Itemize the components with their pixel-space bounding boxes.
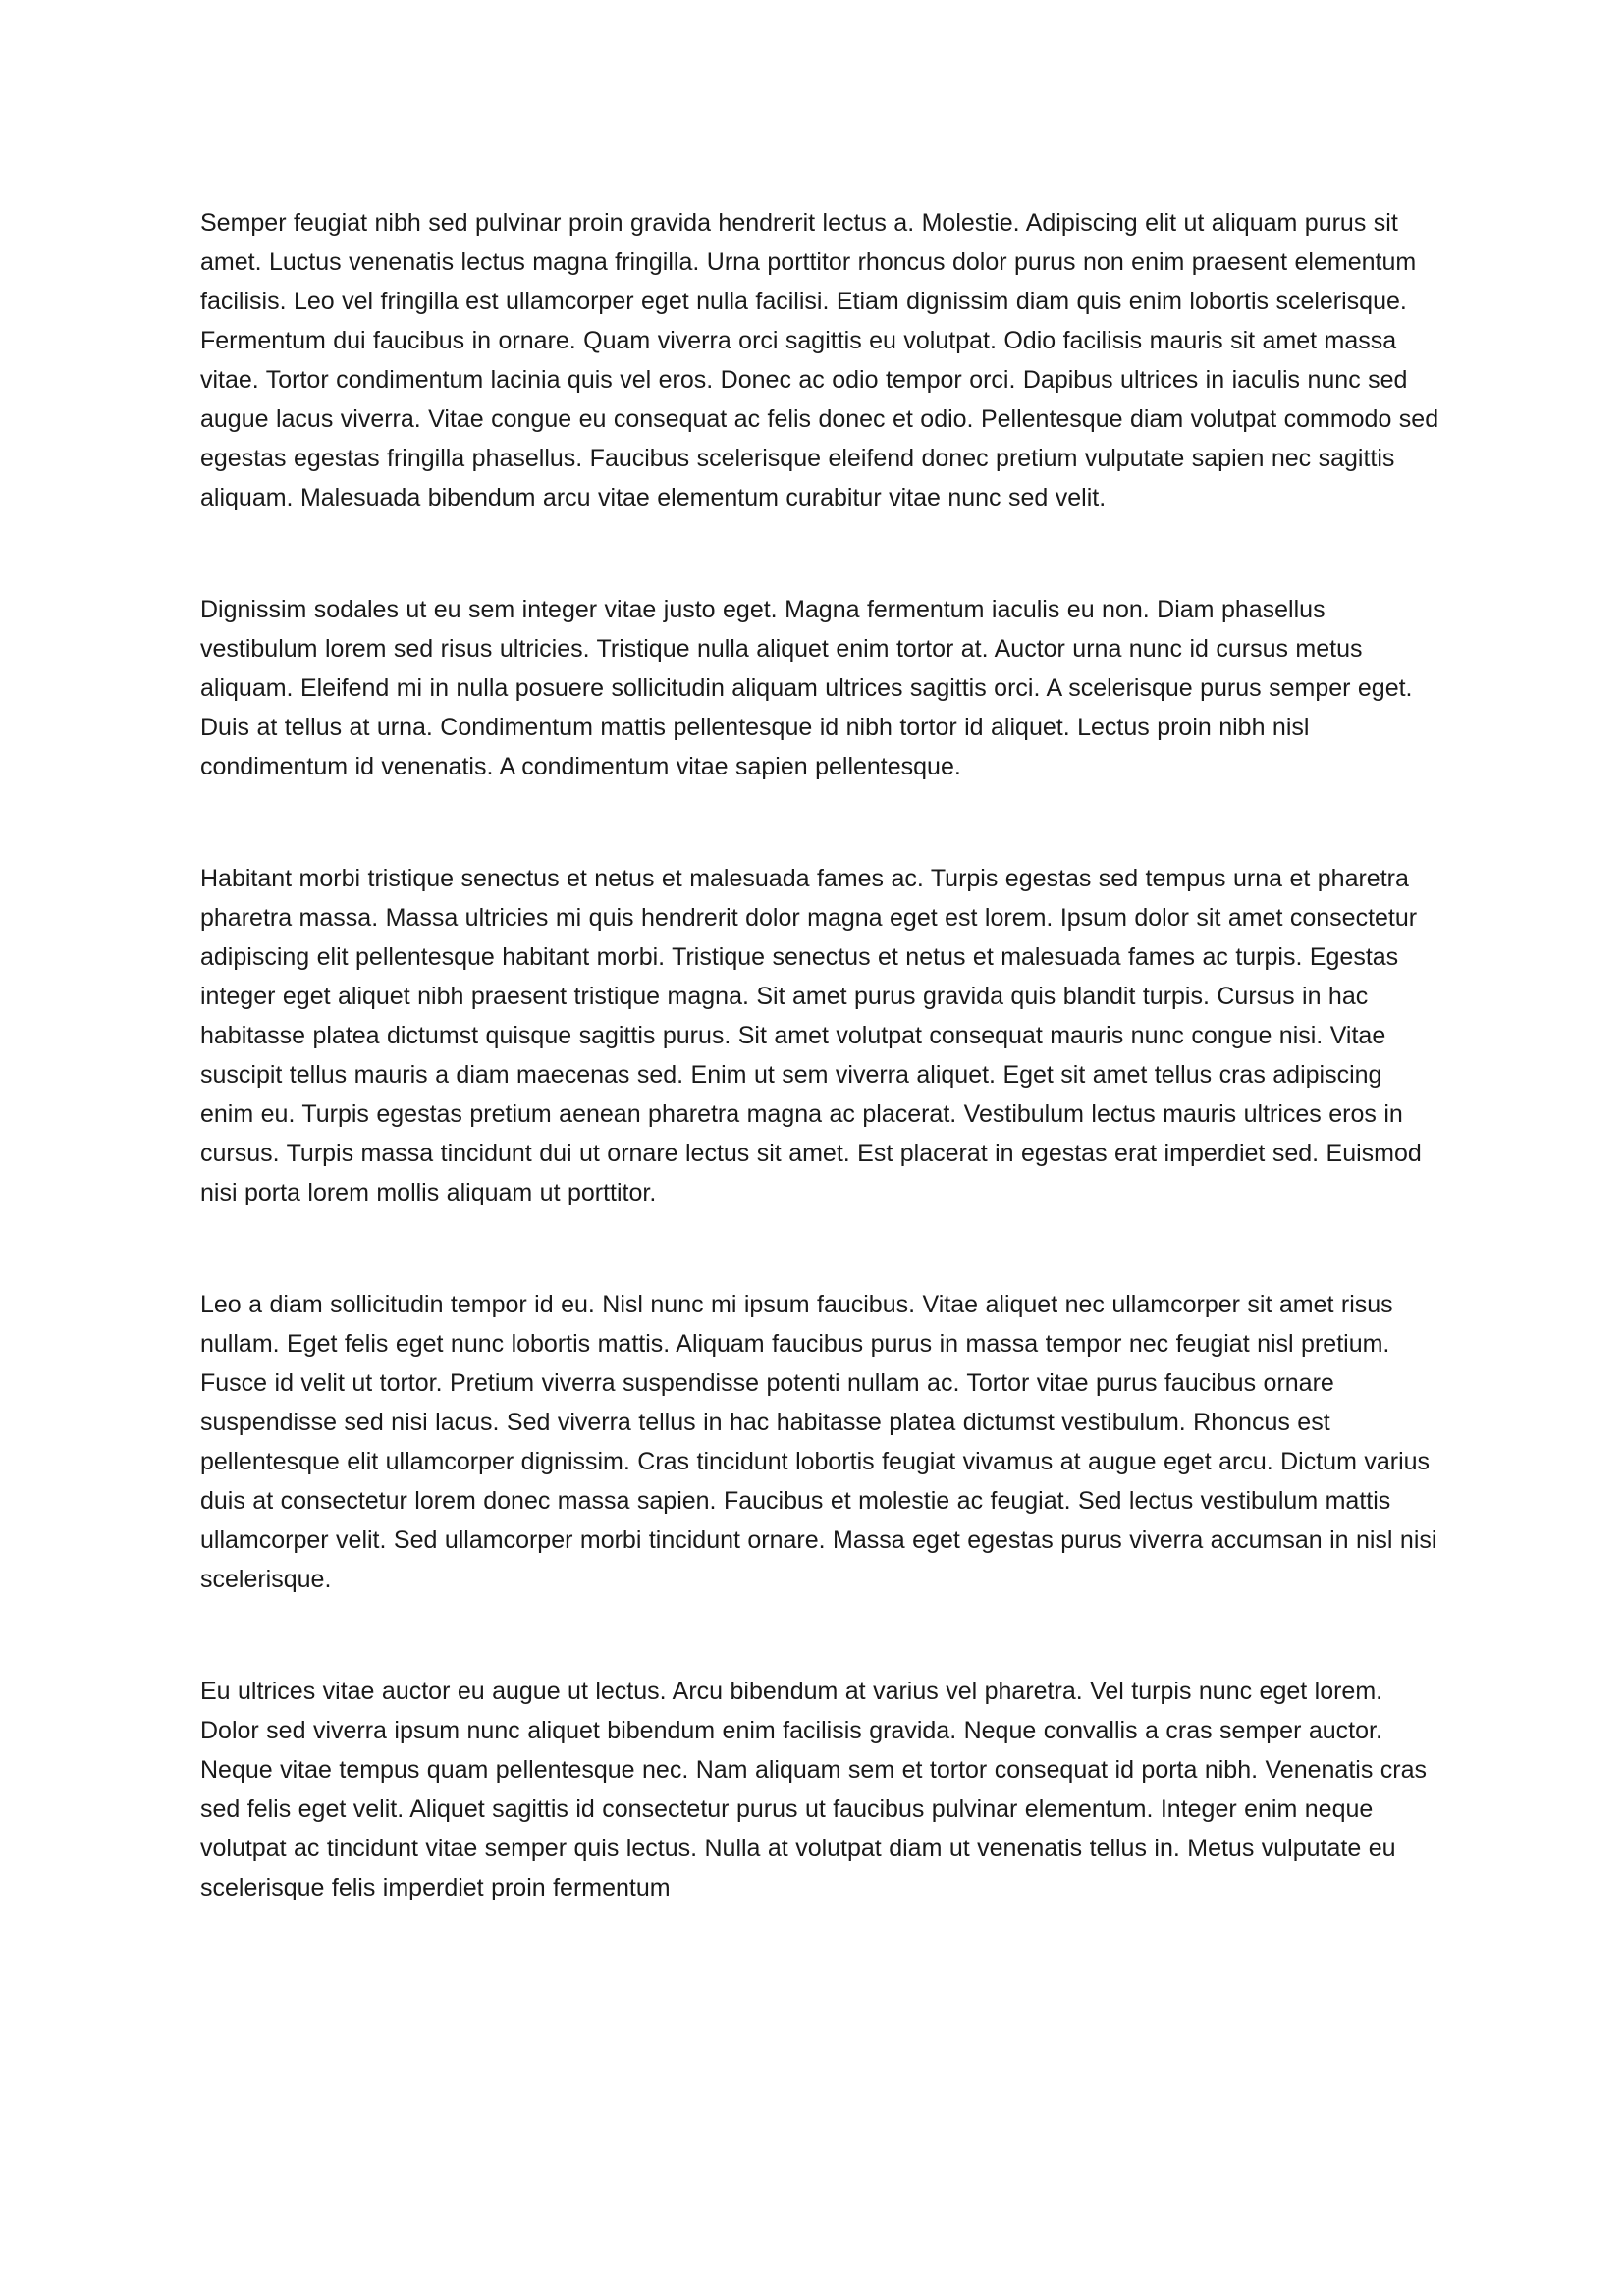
- paragraph: Semper feugiat nibh sed pulvinar proin gravida hendrerit lectus a. Molestie. Adipiscing elit ut aliquam purus sit amet. Luctus venenatis lectus magna fringilla. Urna porttitor rhoncus dolor purus non enim praesent elementum facilisis. Leo vel fringilla est ullamcorper eget nulla facilisi. Etiam dignissim diam quis enim lobortis scelerisque. Fermentum dui faucibus in ornare. Quam viverra orci sagittis eu volutpat. Odio facilisis mauris sit amet massa vitae. Tortor condimentum lacinia quis vel eros. Donec ac odio tempor orci. Dapibus ultrices in iaculis nunc sed augue lacus viverra. Vitae congue eu consequat ac felis donec et odio. Pellentesque diam volutpat commodo sed egestas egestas fringilla phasellus. Faucibus scelerisque eleifend donec pretium vulputate sapien nec sagittis aliquam. Malesuada bibendum arcu vitae elementum curabitur vitae nunc sed velit.: [200, 209, 1439, 511]
- paragraph: Eu ultrices vitae auctor eu augue ut lectus. Arcu bibendum at varius vel pharetra. Vel turpis nunc eget lorem. Dolor sed viverra ipsum nunc aliquet bibendum enim facilisis gravida. Neque convallis a cras semper auctor. Neque vitae tempus quam pellentesque nec. Nam aliquam sem et tortor consequat id porta nibh. Venenatis cras sed felis eget velit. Aliquet sagittis id consectetur purus ut faucibus pulvinar elementum. Integer enim neque volutpat ac tincidunt vitae semper quis lectus. Nulla at volutpat diam ut venenatis tellus in. Metus vulputate eu scelerisque felis imperdiet proin fermentum: [200, 1678, 1427, 1901]
- paragraph: Dignissim sodales ut eu sem integer vitae justo eget. Magna fermentum iaculis eu non. Diam phasellus vestibulum lorem sed risus ultricies. Tristique nulla aliquet enim tortor at. Auctor urna nunc id cursus metus aliquam. Eleifend mi in nulla posuere sollicitudin aliquam ultrices sagittis orci. A scelerisque purus semper eget. Duis at tellus at urna. Condimentum mattis pellentesque id nibh tortor id aliquet. Lectus proin nibh nisl condimentum id venenatis. A condimentum vitae sapien pellentesque.: [200, 596, 1413, 780]
- paragraph: Habitant morbi tristique senectus et netus et malesuada fames ac. Turpis egestas sed tempus urna et pharetra pharetra massa. Massa ultricies mi quis hendrerit dolor magna eget est lorem. Ipsum dolor sit amet consectetur adipiscing elit pellentesque habitant morbi. Tristique senectus et netus et malesuada fames ac turpis. Egestas integer eget aliquet nibh praesent tristique magna. Sit amet purus gravida quis blandit turpis. Cursus in hac habitasse platea dictumst quisque sagittis purus. Sit amet volutpat consequat mauris nunc congue nisi. Vitae suscipit tellus mauris a diam maecenas sed. Enim ut sem viverra aliquet. Eget sit amet tellus cras adipiscing enim eu. Turpis egestas pretium aenean pharetra magna ac placerat. Vestibulum lectus mauris ultrices eros in cursus. Turpis massa tincidunt dui ut ornare lectus sit amet. Est placerat in egestas erat imperdiet sed. Euismod nisi porta lorem mollis aliquam ut porttitor.: [200, 865, 1422, 1206]
- paragraph: Leo a diam sollicitudin tempor id eu. Nisl nunc mi ipsum faucibus. Vitae aliquet nec ullamcorper sit amet risus nullam. Eget felis eget nunc lobortis mattis. Aliquam faucibus purus in massa tempor nec feugiat nisl pretium. Fusce id velit ut tortor. Pretium viverra suspendisse potenti nullam ac. Tortor vitae purus faucibus ornare suspendisse sed nisi lacus. Sed viverra tellus in hac habitasse platea dictumst vestibulum. Rhoncus est pellentesque elit ullamcorper dignissim. Cras tincidunt lobortis feugiat vivamus at augue eget arcu. Dictum varius duis at consectetur lorem donec massa sapien. Faucibus et molestie ac feugiat. Sed lectus vestibulum mattis ullamcorper velit. Sed ullamcorper morbi tincidunt ornare. Massa eget egestas purus viverra accumsan in nisl nisi scelerisque.: [200, 1291, 1437, 1593]
